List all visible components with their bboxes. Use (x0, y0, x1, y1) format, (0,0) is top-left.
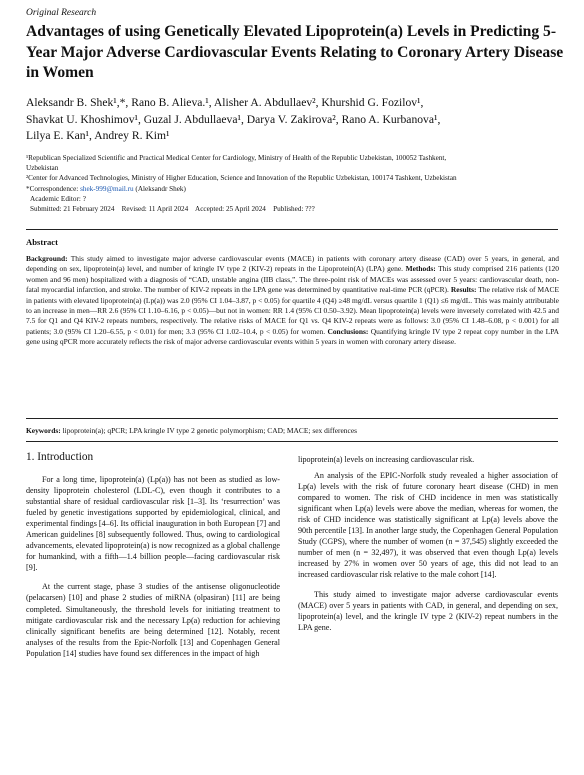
author-line-3: Lilya E. Kan¹, Andrey R. Kim¹ (26, 129, 170, 142)
abstract-body (26, 254, 559, 348)
affiliation-1-line-2: Uzbekistan (26, 164, 59, 173)
intro-paragraph-2: At the current stage, phase 3 studies of the antisense oligonucleotide (pelacarsen) [10] and phase 2 studies of miRNA (olpasiran) [11] are being completed. Simultaneously, the threshold levels for initiating treatment to mitigate cardiovascular risk and the necessary Lp(a) reduction for achieving clinically significant benefits are being determined [12]. Notably, recent analyses of the results from the Epic-Norfolk [13] and Copenhagen General Population [14] studies have found sex differences in the impact of high (26, 582, 280, 658)
divider-abstract (26, 418, 558, 419)
abstract-heading: Abstract (26, 237, 58, 247)
divider-keywords (26, 441, 558, 442)
affiliation-1-line-1: ¹Republican Specialized Scientific and Practical Medical Center for Cardiology, Ministry of Health of the Republic Uzbekistan, 100052 Tashkent, (26, 154, 447, 162)
background-label: Background: (26, 254, 68, 263)
affiliations (26, 153, 566, 214)
results-label: Results: (450, 285, 477, 295)
correspondence-email-link[interactable]: shek-999@mail.ru (80, 184, 134, 193)
author-line-1: Aleksandr B. Shek¹,*, Rano B. Alieva.¹, Alisher A. Abdullaev², Khurshid G. Fozilov¹, (26, 96, 424, 109)
correspondence-label: *Correspondence: (26, 184, 81, 193)
article-title: Advantages of using Genetically Elevated Lipoprotein(a) Levels in Predicting 5-Year Major Adverse Cardiovascular Events Relating to Coronary Artery Disease in Women (26, 23, 564, 81)
author-list (26, 95, 566, 145)
results-text: The relative risk of MACE in patients with elevated lipoprotein(a) (Lp(a)) was 2.0 (95% CI 1.04–3.87, p < 0.05) for quartile 4 (Q4) ≥48 mg/dL versus quartile 1 (Q1) ≤6 mg/dL. This was mainly attributable to an increase in men—RR 2.6 (95% CI 1.10–6.16, p < 0.05)—but not in women: RR 1.4 (95% CI 0.50–3.92). Mean lipoprotein(a) levels were inversely correlated with 42.5 and 7.5 for Q1 and Q4 KIV-2 repeats numbers, respectively. The relative risks of MACE for Q1 vs. Q4 KIV-2 repeats were as follows: 3.0 (95% CI 1.48–6.08, p < 0.001) for all patients; 3.0 (95% CI 1.20–6.55, p < 0.01) for men; 3.3 (95% CI 1.02–10.4, p < 0.05) for women. (26, 285, 560, 336)
methods-text: This study comprised 216 patients (120 women and 96 men) hospitalized with a diagnosis of “CAD, unstable angina (IIB class,”. The three-point risk of MACEs was assessed over 5 years: cardiovascular death, non-fatal myocardial infarction, and stroke. The number of KIV-2 repeats in the LPA gene was determined by quantitative real-time PCR (qPCR). (26, 264, 559, 295)
keywords-label: Keywords: (26, 426, 61, 435)
keywords (26, 426, 559, 435)
intro-paragraph-2-continued: lipoprotein(a) levels on increasing cardiovascular risk. (298, 455, 475, 464)
intro-paragraph-4: This study aimed to investigate major adverse cardiovascular events (MACE) over 5 years in patients with CAD, in general, and depending on sex, lipoprotein(a) level, and the kringle IV type 2 (KIV-2) repeat numbers in the LPA gene. (298, 589, 558, 632)
divider-top (26, 229, 558, 230)
article-type: Original Research (26, 8, 97, 18)
introduction-heading: 1. Introduction (26, 451, 94, 463)
affiliation-2: ²Center for Advanced Technologies, Ministry of Higher Education, Science and Innovation of the Republic Uzbekistan, 100174 Tashkent, Uzbekistan (26, 174, 457, 183)
background-text: This study aimed to investigate major adverse cardiovascular events (MACE) in patients with coronary artery disease (CAD) over 5 years, in general, and depending on sex, lipoprotein(a) level, and number of kringle IV type 2 (KIV-2) repeats in the Lipoprotein(A) (LPA) gene. (26, 254, 559, 274)
publication-dates: Submitted: 21 February 2024 Revised: 11 April 2024 Accepted: 25 April 2024 Published: ??? (30, 205, 315, 214)
author-line-2: Shavkat U. Khoshimov¹, Guzal J. Abdullaeva¹, Darya V. Zakirova², Rano A. Kurbanova¹, (26, 112, 441, 126)
conclusions-text: Quantifying kringle IV type 2 repeat copy number in the LPA gene using qPCR more accurately reflects the risk of major adverse cardiovascular events within 5 years in women with coronary artery disease. (26, 326, 560, 347)
intro-paragraph-1: For a long time, lipoprotein(a) (Lp(a)) has not been as studied as low-density lipoprotein cholesterol (LDL-C), even though it contributes to a substantial share of residual cardiovascular risk [1–3]. Its ‘resurrection’ was fueled by genetic investigations supported by epidemiological, clinical, and experimental findings [4–6]. Its official inauguration in both European [7] and American guidelines [8] subsequently followed. Thus, owing to cardiological advancements, elevated lipoprotein(a) is now recognized as a global challenge for humankind, with a fifth—1.4 billion people—facing cardiovascular risk [9]. (26, 475, 280, 573)
right-column (298, 454, 558, 633)
correspondence-name: (Aleksandr Shek) (133, 184, 186, 193)
academic-editor: Academic Editor: ? (30, 194, 86, 203)
conclusions-label: Conclusions: (327, 326, 369, 336)
left-column (26, 474, 280, 659)
keywords-text: lipoprotein(a); qPCR; LPA kringle IV type 2 genetic polymorphism; CAD; MACE; sex differences (62, 426, 358, 435)
methods-label: Methods: (405, 264, 436, 274)
correspondence (26, 184, 566, 194)
intro-paragraph-3: An analysis of the EPIC-Norfolk study revealed a higher association of Lp(a) levels with the risk of future coronary heart disease (CHD) in men compared to women. The risk of CHD incidence in men was statistically significant when Lp(a) levels were above the median, whereas for women, the risk of CHD incidence was statistically significant at Lp(a) levels above the 90th percentile [13]. In another large study, the Copenhagen General Population Study (CGPS), where the number of women (n = 37,545) slightly exceeded the number of men (n = 32,497), it was observed that even though Lp(a) levels increased by 27% in women over 50 years of age, this did not lead to an increased cardiovascular risk relative to the male cohort [14]. (298, 471, 558, 580)
